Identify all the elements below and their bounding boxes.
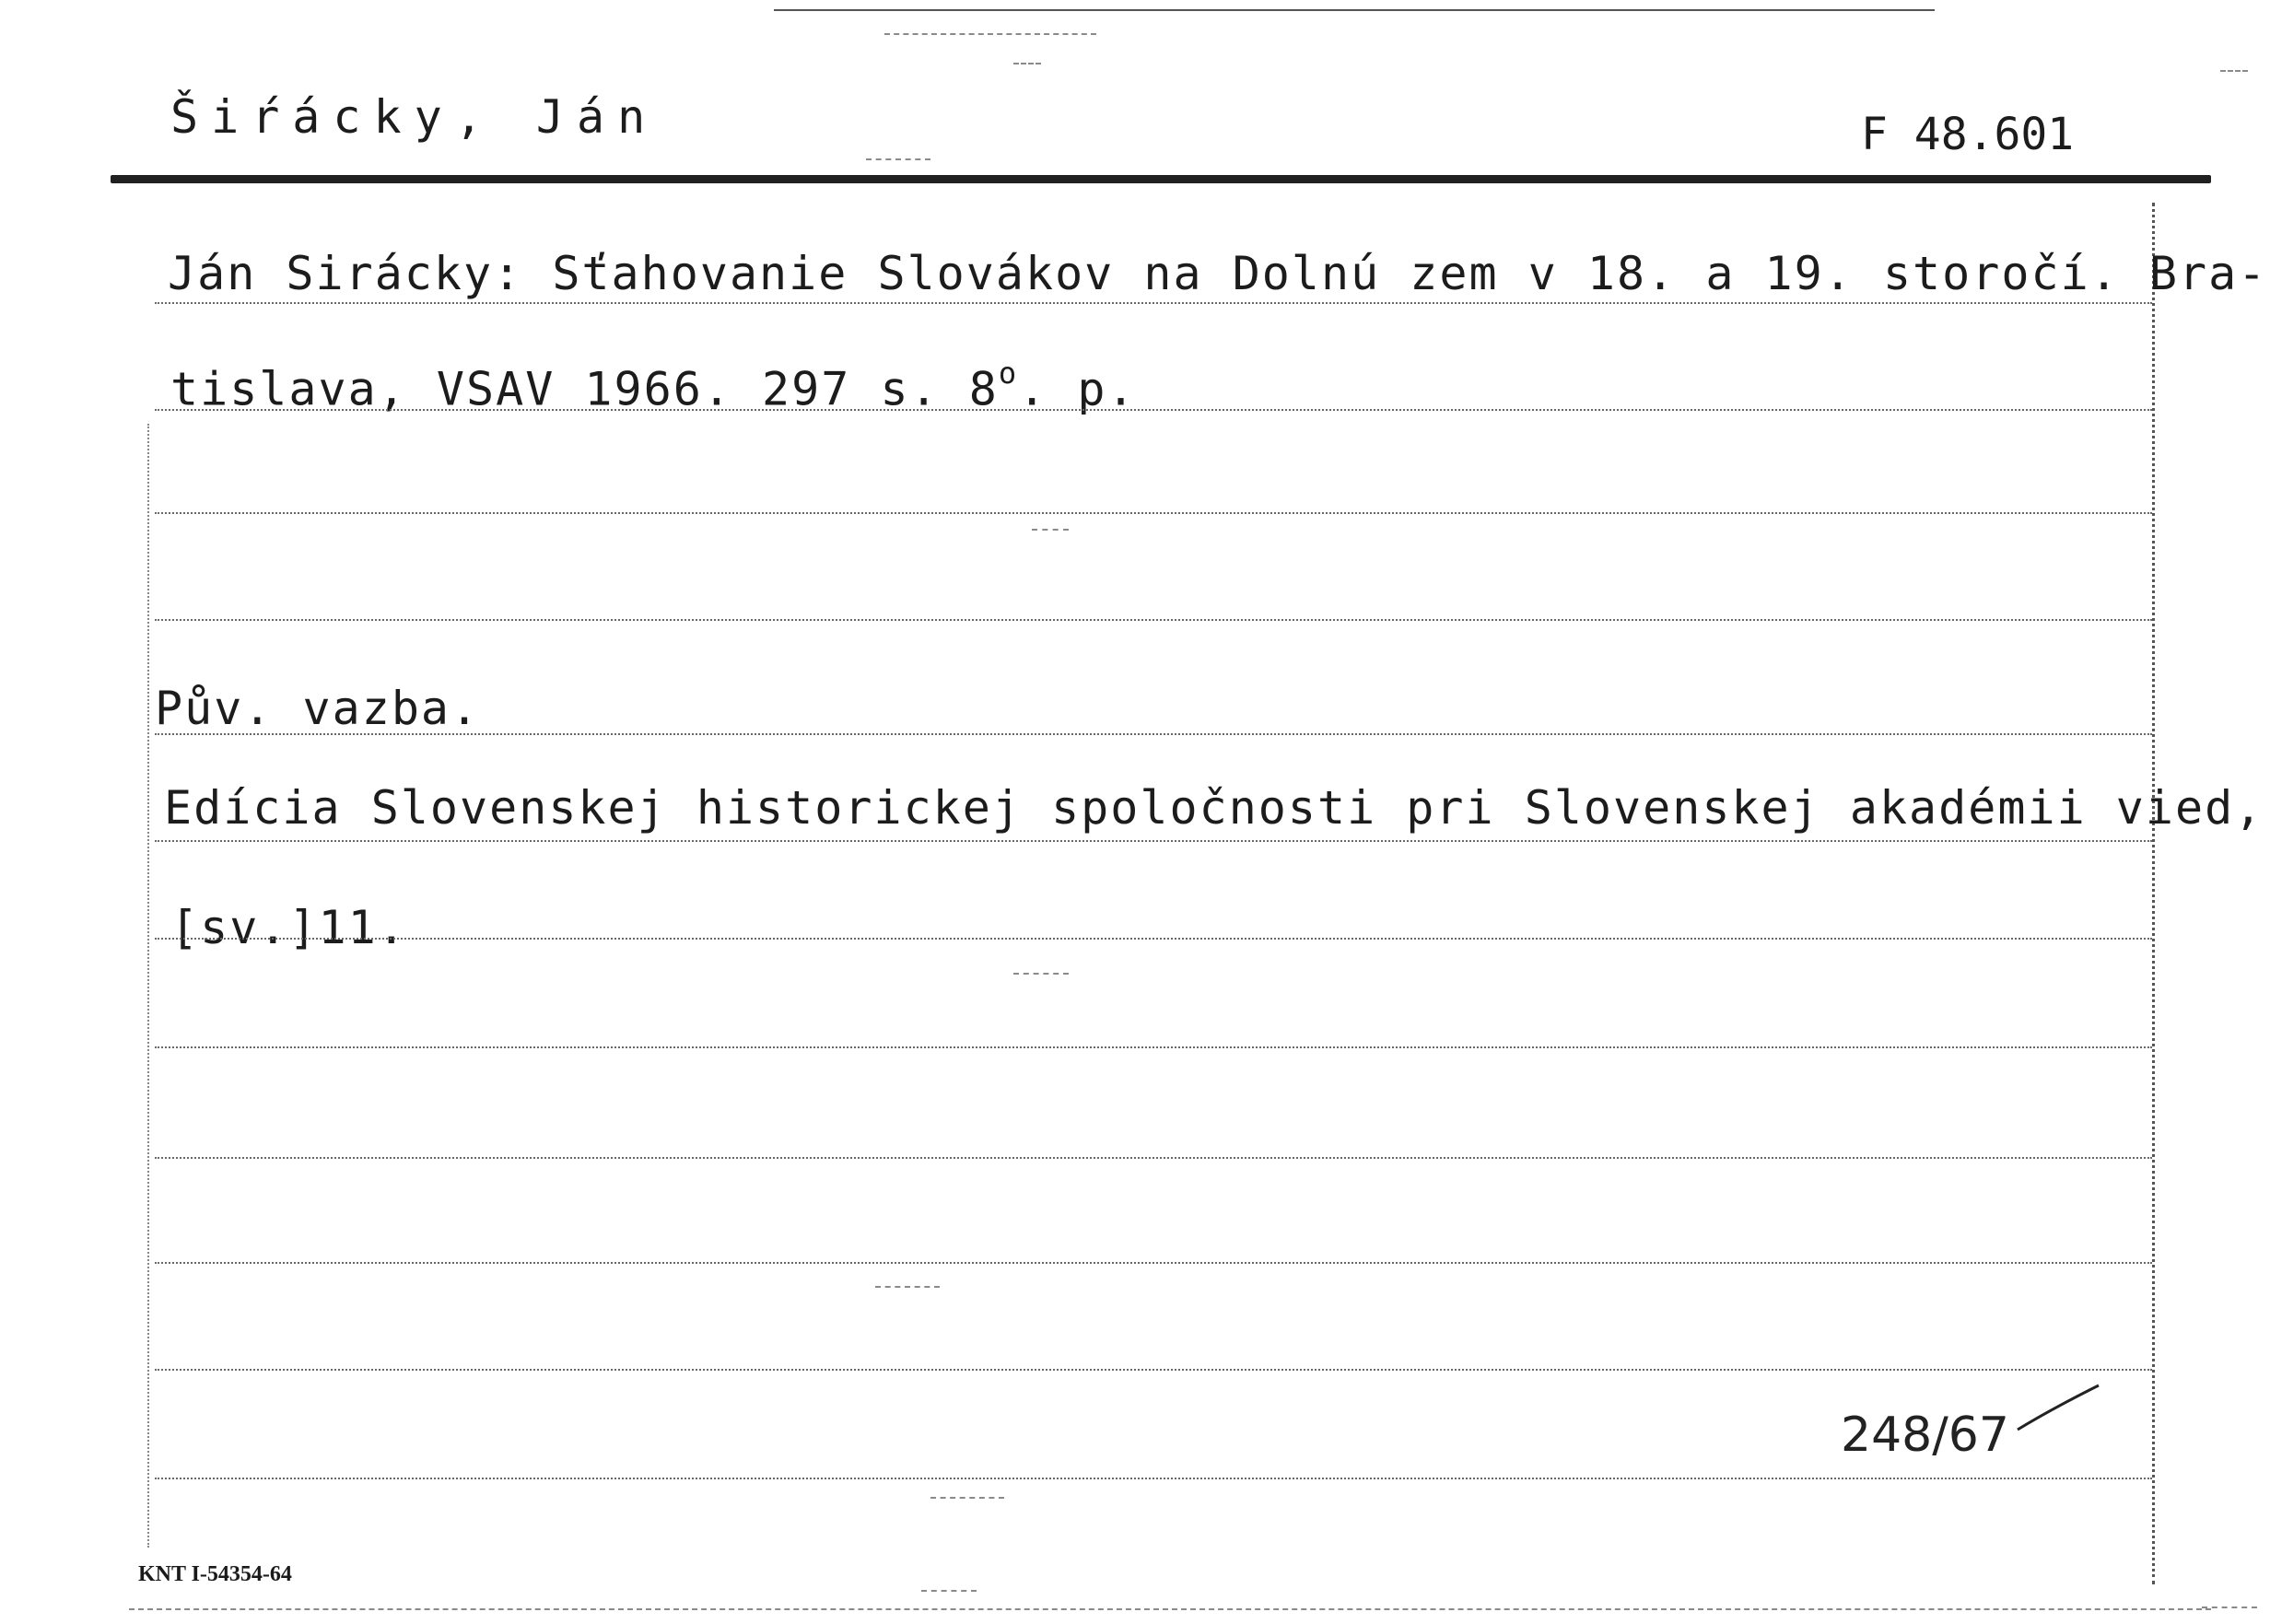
scan-artefact — [1013, 63, 1041, 64]
card-left-border — [147, 424, 149, 1548]
citation-line-2-suffix: . p. — [1018, 362, 1137, 416]
scan-artefact — [921, 1590, 977, 1592]
accession-number: 248/67 — [1841, 1408, 2009, 1463]
scan-artefact — [884, 33, 1096, 35]
ruled-line-1 — [155, 302, 2152, 304]
scan-artefact — [930, 1497, 1004, 1499]
shelfmark: F 48.601 — [1861, 109, 2075, 160]
ruled-line-10 — [155, 1262, 2152, 1264]
ruled-line-3 — [155, 512, 2152, 514]
heading-rule — [111, 175, 2211, 183]
bottom-faint-rule — [129, 1608, 2211, 1610]
ruled-line-7 — [155, 938, 2152, 940]
series-line-2: [sv.]11. — [170, 901, 407, 954]
scan-artefact — [1013, 973, 1069, 975]
citation-format-sup: o — [998, 356, 1019, 391]
ruled-line-6 — [155, 840, 2152, 842]
ruled-line-8 — [155, 1046, 2152, 1048]
ruled-line-2 — [155, 409, 2152, 411]
scan-artefact — [875, 1286, 940, 1288]
ruled-line-4 — [155, 619, 2152, 621]
citation-line-1: Ján Sirácky: Sťahovanie Slovákov na Dolnú zem v 18. a 19. storočí. Bra- — [168, 247, 2268, 300]
ruled-line-5 — [155, 733, 2152, 735]
scan-artefact — [2220, 70, 2248, 72]
citation-line-2-prefix: tislava, VSAV 1966. 297 s. 8 — [170, 362, 999, 416]
series-line-1: Edícia Slovenskej historickej spoločnosti pri Slovenskej akadémii vied, — [164, 781, 2264, 835]
scan-artefact — [2202, 1606, 2257, 1608]
scan-artefact — [1032, 529, 1069, 531]
pencil-stroke-icon — [2014, 1382, 2106, 1437]
citation-line-2 — [170, 356, 1137, 416]
scan-artefact — [866, 158, 930, 160]
author-heading: Šiŕácky, Ján — [170, 90, 659, 144]
card-right-border — [2152, 203, 2155, 1584]
top-faint-rule — [774, 9, 1935, 11]
printer-mark: KNT I-54354-64 — [138, 1562, 292, 1586]
ruled-line-11 — [155, 1369, 2152, 1371]
ruled-line-9 — [155, 1157, 2152, 1159]
binding-note: Pův. vazba. — [155, 682, 481, 735]
ruled-line-12 — [155, 1478, 2152, 1479]
